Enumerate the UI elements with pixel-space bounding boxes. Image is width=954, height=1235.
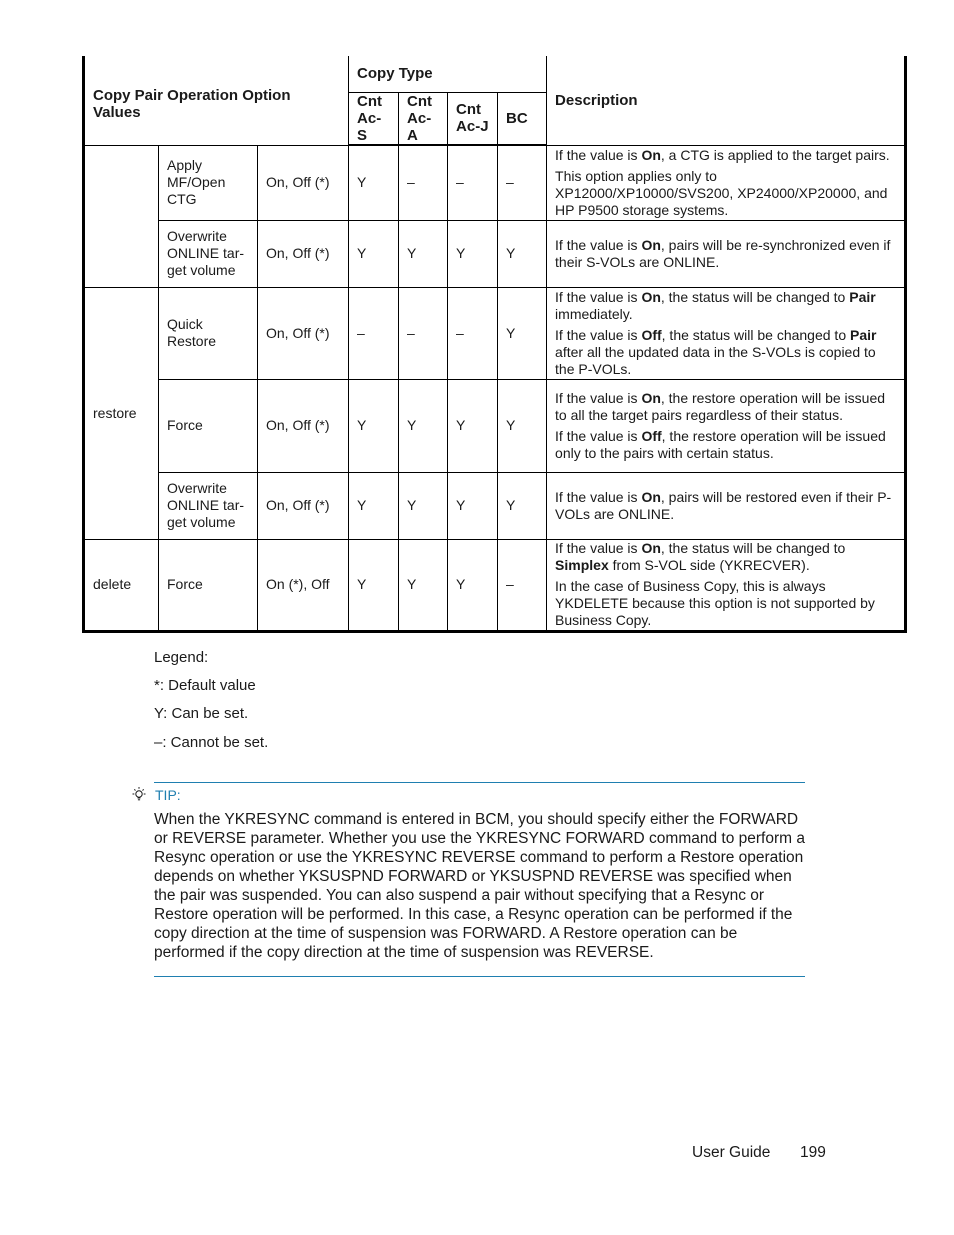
option-name: Force: [159, 379, 258, 472]
description-emphasis: On: [641, 488, 661, 505]
description-text: , the restore operation will be issued to all the target pairs regardless of their status.: [555, 389, 886, 423]
description-paragraph: [555, 327, 896, 378]
description-text: In the case of Business Copy, this is always YKDELETE because this option is not supported by Business Copy.: [555, 578, 875, 628]
option-values: On, Off (*): [258, 145, 349, 220]
description-paragraph: [555, 540, 896, 574]
tip-text: When the YKRESYNC command is entered in BCM, you should specify either the FORWARD or REVERSE parameter. Whether you use the YKRESYNC FORWARD command to perform a Resync operation or use the YKRESYNC REVERSE command to perform a Restore operation depends on whether YKSUSPND FORWARD or YKSUSPND REVERSE was specified when the pair was suspended. You can also suspend a pair without specifying that a Resync or Restore operation will be performed. In this case, a Resync operation can be performed if the copy direction at the time of suspension was FORWARD. A Restore operation can be performed if the copy direction at the time of suspension was REVERSE.: [154, 811, 805, 961]
option-name: Overwrite ONLINE tar-get volume: [159, 472, 258, 539]
header-type-cnt-ac-a: Cnt Ac-A: [399, 92, 448, 145]
description-cell: [547, 379, 906, 472]
description-emphasis: On: [641, 288, 661, 305]
table-row: [84, 379, 906, 472]
flag-cnt-ac-s: Y: [349, 472, 399, 539]
flag-cnt-ac-a: Y: [399, 472, 448, 539]
flag-cnt-ac-j: Y: [448, 220, 498, 287]
footer-doc-title: User Guide: [692, 1144, 771, 1161]
header-type-cnt-ac-j: Cnt Ac-J: [448, 92, 498, 145]
table-row: [84, 220, 906, 287]
option-values: On, Off (*): [258, 379, 349, 472]
description-text: If the value is: [555, 427, 642, 444]
description-emphasis: Pair: [850, 326, 877, 343]
description-emphasis: On: [641, 146, 661, 163]
option-name: Apply MF/Open CTG: [159, 145, 258, 220]
legend-item: –: Cannot be set.: [154, 734, 269, 751]
description-paragraph: [555, 390, 896, 424]
header-option-values: Copy Pair Operation Option Values: [84, 56, 349, 145]
group-cell: restore: [84, 287, 159, 539]
option-name: Overwrite ONLINE tar-get volume: [159, 220, 258, 287]
header-description: Description: [547, 56, 906, 145]
group-cell: [84, 145, 159, 287]
legend-title: Legend:: [154, 649, 209, 666]
description-text: If the value is: [555, 146, 642, 163]
flag-cnt-ac-s: Y: [349, 145, 399, 220]
flag-cnt-ac-a: –: [399, 287, 448, 379]
tip-label: TIP:: [155, 787, 181, 803]
description-emphasis: On: [641, 236, 661, 253]
description-emphasis: Off: [641, 427, 662, 444]
flag-cnt-ac-s: Y: [349, 379, 399, 472]
description-text: from S-VOL side (YKRECVER).: [608, 557, 810, 573]
flag-cnt-ac-s: Y: [349, 220, 399, 287]
description-text: If the value is: [555, 236, 642, 253]
table-row: [84, 472, 906, 539]
flag-bc: Y: [498, 472, 547, 539]
table-row: [84, 145, 906, 220]
copy-pair-options-table: [82, 56, 907, 633]
option-values: On (*), Off: [258, 539, 349, 631]
option-name: Force: [159, 539, 258, 631]
option-values: On, Off (*): [258, 287, 349, 379]
description-text: If the value is: [555, 326, 642, 343]
flag-cnt-ac-a: Y: [399, 220, 448, 287]
description-text: , the restore operation will be issued only to the pairs with certain status.: [555, 427, 886, 461]
description-paragraph: [555, 147, 896, 164]
flag-cnt-ac-j: –: [448, 145, 498, 220]
legend-item: Y: Can be set.: [154, 705, 249, 722]
header-type-cnt-ac-s: Cnt Ac-S: [349, 92, 399, 145]
description-text: If the value is: [555, 288, 642, 305]
description-text: , the status will be changed to: [660, 540, 846, 556]
description-text: If the value is: [555, 540, 642, 556]
flag-cnt-ac-s: –: [349, 287, 399, 379]
flag-cnt-ac-j: Y: [448, 379, 498, 472]
description-text: after all the updated data in the S-VOLs is copied to the P-VOLs.: [555, 343, 876, 377]
description-text: If the value is: [555, 488, 642, 505]
group-cell: delete: [84, 539, 159, 631]
flag-bc: –: [498, 539, 547, 631]
option-values: On, Off (*): [258, 472, 349, 539]
description-cell: [547, 287, 906, 379]
description-text: If the value is: [555, 389, 642, 406]
header-type-bc: BC: [498, 92, 547, 145]
flag-cnt-ac-a: Y: [399, 539, 448, 631]
description-emphasis: On: [641, 389, 661, 406]
description-cell: [547, 145, 906, 220]
description-text: , a CTG is applied to the target pairs.: [660, 146, 890, 163]
description-paragraph: [555, 489, 896, 523]
flag-cnt-ac-a: –: [399, 145, 448, 220]
description-paragraph: [555, 428, 896, 462]
description-emphasis: Simplex: [555, 557, 609, 573]
description-text: , the status will be changed to: [660, 288, 850, 305]
flag-bc: Y: [498, 220, 547, 287]
option-values: On, Off (*): [258, 220, 349, 287]
flag-cnt-ac-a: Y: [399, 379, 448, 472]
page-number: 199: [800, 1144, 826, 1161]
description-text: , the status will be changed to: [661, 326, 850, 343]
table-row: [84, 287, 906, 379]
flag-bc: Y: [498, 287, 547, 379]
lightbulb-icon: [130, 786, 148, 809]
description-paragraph: [555, 289, 896, 323]
description-emphasis: On: [641, 540, 661, 556]
option-name: Quick Restore: [159, 287, 258, 379]
header-copy-type: Copy Type: [349, 56, 547, 92]
legend-item: *: Default value: [154, 677, 256, 694]
description-text: This option applies only to XP12000/XP10000/SVS200, XP24000/XP20000, and HP P9500 storage systems.: [555, 167, 888, 218]
flag-cnt-ac-j: Y: [448, 539, 498, 631]
description-emphasis: Off: [641, 326, 662, 343]
flag-cnt-ac-j: Y: [448, 472, 498, 539]
description-emphasis: Pair: [849, 288, 876, 305]
description-text: , pairs will be re-synchronized even if their S-VOLs are ONLINE.: [555, 236, 891, 270]
description-paragraph: [555, 168, 896, 219]
description-text: immediately.: [555, 305, 633, 322]
description-paragraph: [555, 578, 896, 629]
table-row: [84, 539, 906, 631]
description-cell: [547, 220, 906, 287]
description-cell: [547, 539, 906, 631]
flag-bc: –: [498, 145, 547, 220]
description-text: , pairs will be restored even if their P-VOLs are ONLINE.: [555, 488, 892, 522]
description-cell: [547, 472, 906, 539]
flag-cnt-ac-j: –: [448, 287, 498, 379]
description-paragraph: [555, 237, 896, 271]
flag-cnt-ac-s: Y: [349, 539, 399, 631]
flag-bc: Y: [498, 379, 547, 472]
